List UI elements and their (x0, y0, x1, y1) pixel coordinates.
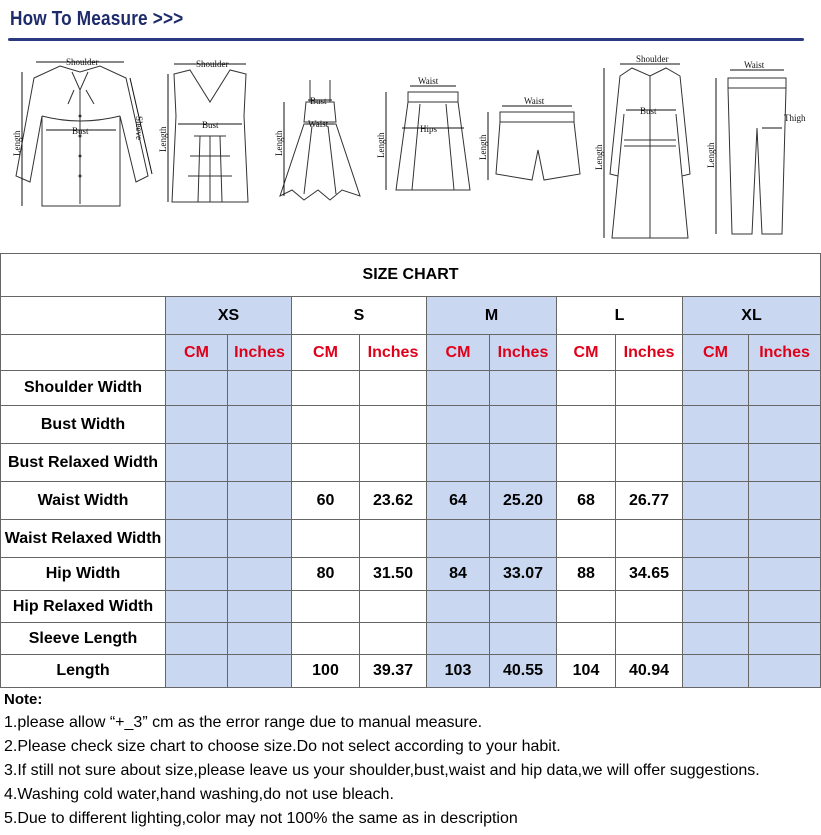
table-row (1, 623, 821, 655)
table-cell (166, 406, 228, 444)
unit-cm: CM (427, 335, 490, 371)
size-chart-table (0, 253, 821, 688)
sundress-diagram (272, 74, 368, 208)
table-cell: 33.07 (490, 558, 557, 591)
unit-inches: Inches (360, 335, 427, 371)
label-waist: Waist (418, 76, 439, 86)
table-cell: 23.62 (360, 482, 427, 520)
table-cell (490, 520, 557, 558)
table-cell (683, 520, 749, 558)
table-cell (616, 371, 683, 406)
row-label: Waist Width (1, 482, 166, 520)
table-cell: 104 (557, 655, 616, 688)
table-row (1, 406, 821, 444)
table-cell (616, 444, 683, 482)
table-cell (360, 406, 427, 444)
table-cell (360, 623, 427, 655)
size-header-s: S (292, 297, 427, 335)
size-chart-title: SIZE CHART (1, 254, 821, 297)
trousers-diagram (706, 58, 816, 238)
table-cell (292, 444, 360, 482)
label-thigh: Thigh (784, 113, 806, 123)
table-cell (166, 623, 228, 655)
size-header-xs: XS (166, 297, 292, 335)
table-cell: 40.55 (490, 655, 557, 688)
table-cell (683, 655, 749, 688)
unit-cm: CM (683, 335, 749, 371)
notes-heading: Note: (4, 691, 43, 708)
table-cell (749, 482, 821, 520)
table-cell (228, 655, 292, 688)
table-cell (360, 520, 427, 558)
table-cell (427, 371, 490, 406)
label-sleeve: Sleeve (134, 116, 144, 140)
table-row (1, 482, 821, 520)
label-bust: Bust (202, 120, 219, 130)
unit-cm: CM (166, 335, 228, 371)
table-cell (166, 520, 228, 558)
unit-cm: CM (292, 335, 360, 371)
table-cell (616, 406, 683, 444)
table-cell (749, 520, 821, 558)
note-line: 3.If still not sure about size,please leave us your shoulder,bust,waist and hip data,we will offer suggestions. (4, 762, 760, 779)
table-cell (427, 444, 490, 482)
table-cell (166, 482, 228, 520)
table-cell (683, 482, 749, 520)
table-cell (292, 623, 360, 655)
table-cell (616, 623, 683, 655)
table-cell: 25.20 (490, 482, 557, 520)
table-cell (749, 371, 821, 406)
table-cell (557, 520, 616, 558)
corner-cell (1, 335, 166, 371)
table-cell (683, 371, 749, 406)
table-cell (292, 406, 360, 444)
unit-header-row (1, 335, 821, 371)
label-shoulder: Shoulder (66, 57, 99, 67)
table-cell (228, 591, 292, 623)
table-cell: 40.94 (616, 655, 683, 688)
table-cell (557, 371, 616, 406)
blouse-diagram (8, 56, 158, 212)
table-cell (292, 520, 360, 558)
label-length: Length (594, 144, 604, 170)
table-cell (683, 444, 749, 482)
size-header-xl: XL (683, 297, 821, 335)
label-length: Length (706, 142, 716, 168)
notes-section (4, 689, 820, 831)
label-waist: Waist (308, 119, 329, 129)
table-cell (228, 444, 292, 482)
table-cell: 103 (427, 655, 490, 688)
table-cell (683, 623, 749, 655)
table-row (1, 520, 821, 558)
label-waist: Waist (744, 60, 765, 70)
table-cell (683, 591, 749, 623)
table-row (1, 655, 821, 688)
table-cell (616, 520, 683, 558)
table-cell (427, 406, 490, 444)
table-cell (557, 591, 616, 623)
table-cell (490, 623, 557, 655)
table-cell (557, 406, 616, 444)
table-cell (557, 623, 616, 655)
table-cell: 31.50 (360, 558, 427, 591)
unit-cm: CM (557, 335, 616, 371)
note-line: 1.please allow “+_3” cm as the error range due to manual measure. (4, 714, 483, 731)
table-cell: 100 (292, 655, 360, 688)
table-cell: 39.37 (360, 655, 427, 688)
table-cell (427, 591, 490, 623)
table-cell: 34.65 (616, 558, 683, 591)
table-cell (292, 591, 360, 623)
table-cell: 64 (427, 482, 490, 520)
corner-cell (1, 297, 166, 335)
label-length: Length (158, 126, 168, 152)
label-bust: Bust (310, 96, 327, 106)
table-row (1, 371, 821, 406)
size-header-m: M (427, 297, 557, 335)
row-label: Bust Relaxed Width (1, 444, 166, 482)
table-cell (557, 444, 616, 482)
unit-inches: Inches (749, 335, 821, 371)
table-cell: 68 (557, 482, 616, 520)
header-underline (8, 38, 804, 41)
row-label: Sleeve Length (1, 623, 166, 655)
table-cell: 88 (557, 558, 616, 591)
label-length: Length (376, 132, 386, 158)
unit-inches: Inches (490, 335, 557, 371)
row-label: Hip Width (1, 558, 166, 591)
table-row (1, 444, 821, 482)
how-to-measure-header (0, 0, 820, 48)
label-hips: Hips (420, 124, 438, 134)
row-label: Bust Width (1, 406, 166, 444)
table-cell (166, 591, 228, 623)
table-cell (166, 444, 228, 482)
table-cell (166, 558, 228, 591)
table-cell (749, 655, 821, 688)
skirt-diagram (376, 74, 472, 194)
table-cell (360, 591, 427, 623)
unit-inches: Inches (228, 335, 292, 371)
table-cell (228, 482, 292, 520)
table-cell (749, 444, 821, 482)
table-cell (490, 444, 557, 482)
table-cell: 84 (427, 558, 490, 591)
row-label: Waist Relaxed Width (1, 520, 166, 558)
table-cell (749, 591, 821, 623)
label-shoulder: Shoulder (196, 59, 229, 69)
table-cell (360, 444, 427, 482)
label-length: Length (12, 130, 22, 156)
table-cell (490, 371, 557, 406)
note-line: 2.Please check size chart to choose size.Do not select according to your habit. (4, 738, 561, 755)
size-header-row (1, 297, 821, 335)
label-waist: Waist (524, 96, 545, 106)
table-cell (166, 655, 228, 688)
table-cell (749, 558, 821, 591)
table-cell (427, 623, 490, 655)
table-cell: 80 (292, 558, 360, 591)
label-bust: Bust (72, 126, 89, 136)
table-cell (749, 623, 821, 655)
row-label: Length (1, 655, 166, 688)
unit-inches: Inches (616, 335, 683, 371)
table-cell (683, 558, 749, 591)
table-cell (228, 406, 292, 444)
table-cell (490, 406, 557, 444)
table-cell (616, 591, 683, 623)
coat-diagram (596, 54, 700, 242)
note-line: 5.Due to different lighting,color may not 100% the same as in description (4, 810, 518, 827)
table-row (1, 558, 821, 591)
row-label: Shoulder Width (1, 371, 166, 406)
table-cell (228, 623, 292, 655)
table-cell (166, 371, 228, 406)
table-row (1, 591, 821, 623)
table-cell: 26.77 (616, 482, 683, 520)
table-cell (490, 591, 557, 623)
header-title: How To Measure >>> (10, 8, 184, 30)
table-cell: 60 (292, 482, 360, 520)
row-label: Hip Relaxed Width (1, 591, 166, 623)
table-cell (749, 406, 821, 444)
table-cell (360, 371, 427, 406)
table-cell (683, 406, 749, 444)
label-shoulder: Shoulder (636, 54, 669, 64)
tank-top-diagram (160, 56, 260, 206)
table-cell (228, 520, 292, 558)
measurement-illustrations (0, 48, 820, 246)
table-cell (228, 371, 292, 406)
table-cell (427, 520, 490, 558)
shorts-diagram (480, 94, 584, 188)
note-line: 4.Washing cold water,hand washing,do not use bleach. (4, 786, 394, 803)
size-header-l: L (557, 297, 683, 335)
label-bust: Bust (640, 106, 657, 116)
table-cell (292, 371, 360, 406)
label-length: Length (274, 130, 284, 156)
table-cell (228, 558, 292, 591)
label-length: Length (478, 134, 488, 160)
